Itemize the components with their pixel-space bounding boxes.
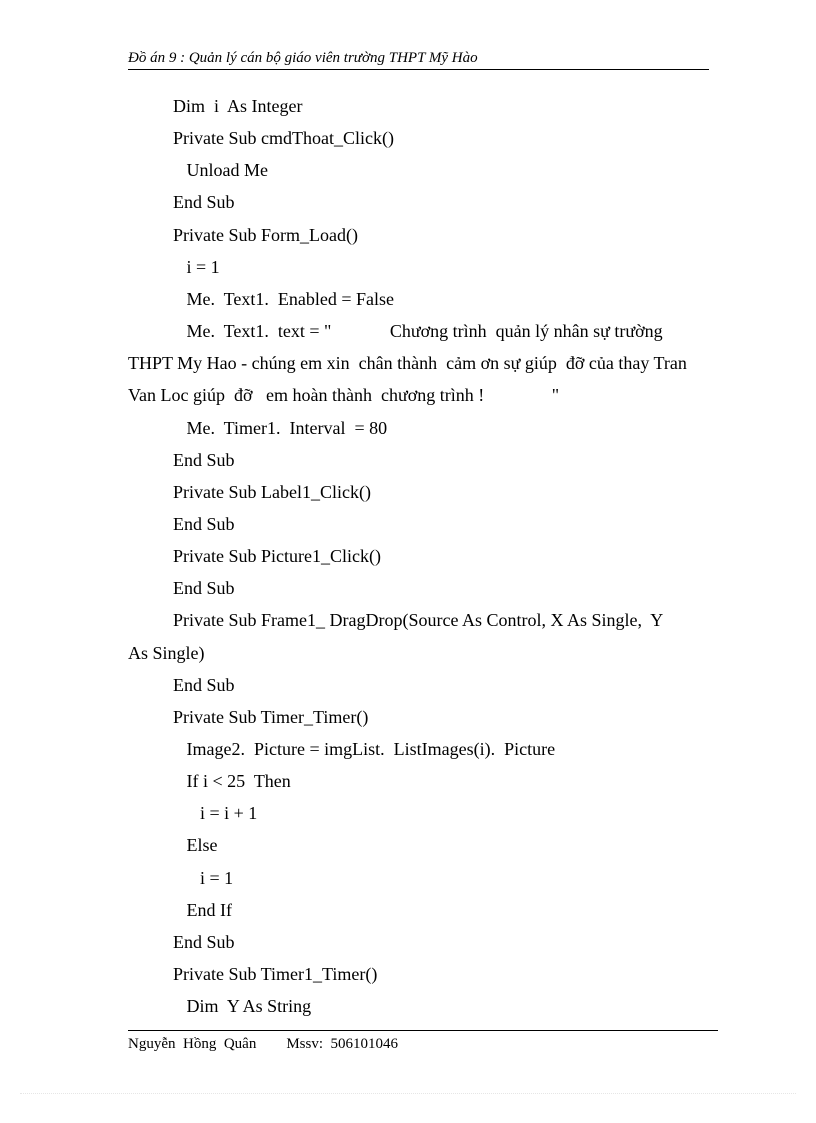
- footer-student-id: Mssv: 506101046: [286, 1036, 399, 1052]
- code-line: Me. Text1. Enabled = False: [128, 288, 395, 309]
- code-line: THPT My Hao - chúng em xin chân thành cảm ơn sự giúp đỡ của thay Tran: [128, 353, 687, 374]
- code-line: Unload Me: [128, 160, 268, 181]
- code-line: Private Sub Timer1_Timer(): [128, 964, 378, 985]
- code-line: End Sub: [128, 931, 235, 952]
- code-line: End Sub: [128, 513, 235, 534]
- code-line: Me. Timer1. Interval = 80: [128, 417, 388, 438]
- code-line: Image2. Picture = imgList. ListImages(i). Picture: [128, 739, 556, 759]
- code-line: End If: [128, 899, 232, 920]
- code-line: End Sub: [128, 674, 235, 695]
- code-line: Me. Text1. text = " Chương trình quản lý nhân sự trường: [128, 321, 663, 342]
- header-rule: [128, 69, 709, 70]
- page-header: Đồ án 9 : Quản lý cán bộ giáo viên trường THPT Mỹ Hào: [128, 50, 478, 66]
- code-line: Private Sub Timer_Timer(): [128, 706, 369, 727]
- code-line: Else: [128, 835, 218, 856]
- code-line: Private Sub Label1_Click(): [128, 481, 371, 502]
- footer-author: Nguyễn Hồng Quân: [128, 1036, 257, 1052]
- code-line: End Sub: [128, 449, 235, 470]
- code-line: Dim i As Integer: [128, 96, 303, 116]
- code-line: i = i + 1: [128, 803, 258, 824]
- code-line: As Single): [128, 642, 205, 663]
- code-line: i = 1: [128, 256, 220, 277]
- footer-rule: [128, 1030, 718, 1031]
- code-line: Private Sub Frame1_ DragDrop(Source As Control, X As Single, Y: [128, 610, 664, 631]
- page-footer: [128, 1035, 398, 1053]
- code-line: Private Sub cmdThoat_Click(): [128, 128, 394, 149]
- page-edge: [20, 1093, 796, 1094]
- code-line: i = 1: [128, 867, 234, 888]
- code-line: Van Loc giúp đỡ em hoàn thành chương trình ! ": [128, 385, 560, 406]
- code-line: Dim Y As String: [128, 996, 312, 1017]
- code-line: Private Sub Form_Load(): [128, 224, 358, 245]
- code-line: If i < 25 Then: [128, 771, 291, 792]
- code-line: End Sub: [128, 192, 235, 213]
- code-line: End Sub: [128, 578, 235, 599]
- code-line: Private Sub Picture1_Click(): [128, 546, 381, 567]
